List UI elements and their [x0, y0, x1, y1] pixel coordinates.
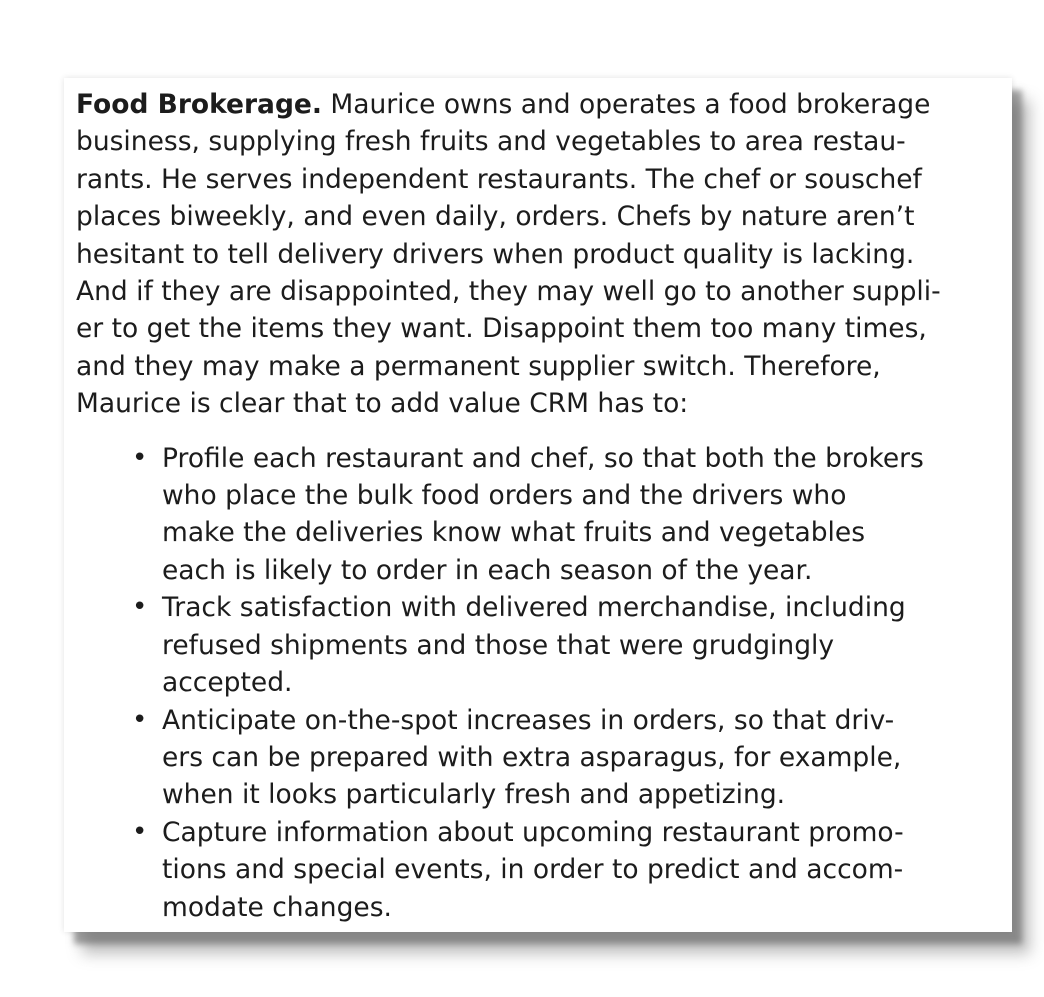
list-item: [76, 589, 1010, 701]
paragraph-line: and they may make a permanent supplier switch. Therefore,: [76, 350, 881, 382]
bullet-icon: •: [132, 704, 148, 735]
list-item-line: tions and special events, in order to predict and accom-: [162, 854, 904, 886]
paragraph-line: And if they are disappointed, they may well go to another suppli-: [76, 276, 941, 308]
list-item-line: refused shipments and those that were grudgingly: [162, 629, 835, 661]
list-item: [76, 814, 1010, 926]
paragraph-line: rants. He serves independent restaurants. The chef or souschef: [76, 163, 922, 195]
list-item-line: when it looks particularly fresh and appetizing.: [162, 779, 786, 811]
paragraph-line: Maurice is clear that to add value CRM has to:: [76, 388, 689, 420]
bullet-icon: •: [132, 592, 148, 623]
paragraph-line: places biweekly, and even daily, orders. Chefs by nature aren’t: [76, 201, 915, 233]
section-heading: Food Brokerage.: [76, 89, 322, 120]
text-card: [64, 78, 1012, 932]
paragraph-line: er to get the items they want. Disappoint them too many times,: [76, 313, 927, 345]
paragraph-line: business, supplying fresh fruits and vegetables to area restau-: [76, 126, 906, 158]
list-item-line: Anticipate on-the-spot increases in orders, so that driv-: [162, 704, 895, 736]
paragraph-line: [76, 86, 1010, 123]
list-item-line: each is likely to order in each season of the year.: [162, 554, 813, 586]
list-item-line: make the deliveries know what fruits and vegetables: [162, 517, 866, 549]
list-item-line: ers can be prepared with extra asparagus, for example,: [162, 741, 902, 773]
intro-paragraph: [76, 86, 1010, 423]
list-item-line: Capture information about upcoming restaurant promo-: [162, 816, 904, 848]
bullet-icon: •: [132, 816, 148, 847]
list-item-line: modate changes.: [162, 891, 392, 923]
list-item-line: Track satisfaction with delivered merchandise, including: [162, 592, 906, 624]
list-item-line: who place the bulk food orders and the drivers who: [162, 480, 847, 512]
list-item: [76, 702, 1010, 814]
paragraph-line: hesitant to tell delivery drivers when product quality is lacking.: [76, 238, 915, 270]
list-item: [76, 440, 1010, 590]
paragraph-line-text: Maurice owns and operates a food brokerage: [321, 89, 931, 120]
list-item-line: accepted.: [162, 667, 293, 699]
list-item-line: Profile each restaurant and chef, so that both the brokers: [162, 442, 924, 474]
requirements-list: [76, 440, 1010, 926]
document-content: [76, 86, 1010, 926]
bullet-icon: •: [132, 442, 148, 473]
